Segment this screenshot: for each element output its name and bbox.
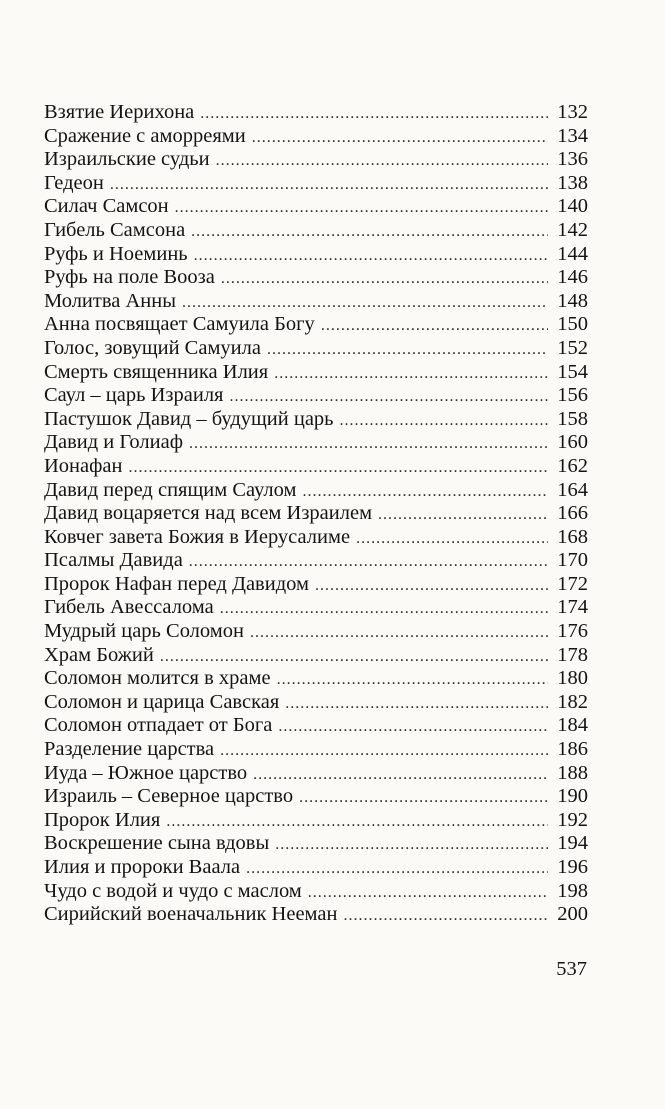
toc-entry: [44, 479, 588, 503]
dot-leader: [275, 833, 548, 857]
dot-leader: [246, 857, 548, 881]
toc-entry-title: Иуда – Южное царство: [44, 761, 248, 784]
dot-leader: [340, 409, 548, 433]
toc-entry-page: 170: [557, 549, 588, 572]
toc-entry-page: 150: [557, 313, 588, 336]
toc-entry-title: Пророк Нафан перед Давидом: [44, 572, 309, 595]
toc-entry: [44, 172, 588, 196]
toc-entry-title: Храм Божий: [44, 643, 154, 666]
toc-entry: [44, 431, 588, 455]
toc-entry-title: Ковчег завета Божия в Иерусалиме: [44, 525, 351, 548]
toc-entry-page: 136: [557, 148, 588, 171]
dot-leader: [128, 456, 548, 480]
toc-entry: [44, 266, 588, 290]
toc-entry: [44, 596, 588, 620]
toc-entry-title: Руфь и Ноеминь: [44, 242, 188, 265]
toc-entry-page: 140: [557, 195, 588, 218]
toc-entry-title: Гибель Самсона: [44, 218, 186, 241]
toc-entry: [44, 620, 588, 644]
toc-entry: [44, 219, 588, 243]
dot-leader: [220, 739, 548, 763]
toc-entry-page: 146: [557, 266, 588, 289]
toc-entry-title: Взятие Иерихона: [44, 101, 195, 123]
toc-entry-page: 172: [557, 572, 588, 595]
toc-entry-page: 166: [557, 502, 588, 525]
toc-entry: [44, 148, 588, 172]
toc-entry-page: 158: [557, 407, 588, 430]
dot-leader: [299, 786, 548, 810]
toc-entry-title: Молитва Анны: [44, 289, 177, 312]
toc-entry-page: 164: [557, 478, 588, 501]
toc-entry: [44, 502, 588, 526]
dot-leader: [356, 527, 548, 551]
toc-entry-page: 180: [557, 667, 588, 690]
toc-entry-title: Чудо с водой и чудо с маслом: [44, 879, 302, 902]
dot-leader: [166, 810, 548, 834]
toc-entry-page: 178: [557, 643, 588, 666]
toc-entry-page: 188: [557, 761, 588, 784]
toc-entry: [44, 290, 588, 314]
toc-entry: [44, 526, 588, 550]
toc-entry-page: 148: [557, 289, 588, 312]
dot-leader: [253, 763, 548, 787]
toc-entry-page: 190: [557, 785, 588, 808]
toc-entry-title: Руфь на поле Вооза: [44, 266, 215, 289]
dot-leader: [189, 432, 548, 456]
toc-entry: [44, 903, 588, 927]
dot-leader: [277, 668, 548, 692]
toc-entry-title: Гедеон: [44, 171, 104, 194]
toc-entry: [44, 644, 588, 668]
toc-entry-title: Давид перед спящим Саулом: [44, 478, 297, 501]
toc-entry-page: 156: [557, 384, 588, 407]
toc-entry-page: 200: [557, 903, 588, 926]
dot-leader: [252, 126, 548, 150]
toc-entry-title: Соломон отпадает от Бога: [44, 714, 273, 737]
toc-entry: [44, 455, 588, 479]
toc-entry-page: 138: [557, 171, 588, 194]
toc-entry-title: Пророк Илия: [44, 808, 161, 831]
toc-entry-title: Анна посвящает Самуила Богу: [44, 313, 315, 336]
toc-entry: [44, 195, 588, 219]
toc-entry-page: 182: [557, 690, 588, 713]
toc-entry-title: Голос, зовущий Самуила: [44, 336, 261, 359]
toc-entry: [44, 101, 588, 125]
toc-entry-title: Соломон и царица Савская: [44, 690, 280, 713]
toc-entry-page: 134: [557, 124, 588, 147]
toc-entry: [44, 125, 588, 149]
toc-entry-page: 196: [557, 856, 588, 878]
toc-entry-page: 154: [557, 360, 588, 383]
toc-entry: [44, 856, 588, 880]
toc-entry-title: Сирийский военачальник Нееман: [44, 903, 338, 926]
dot-leader: [191, 220, 548, 244]
dot-leader: [221, 267, 548, 291]
toc-entry: [44, 738, 588, 762]
toc-entry: [44, 384, 588, 408]
dot-leader: [220, 597, 548, 621]
toc-entry-page: 176: [557, 620, 588, 643]
toc-entry-title: Израильские судьи: [44, 148, 210, 171]
toc-entry-page: 160: [557, 431, 588, 454]
dot-leader: [250, 621, 548, 645]
toc-entry-title: Смерть священника Илия: [44, 360, 269, 383]
toc-entry-page: 184: [557, 714, 588, 737]
toc-entry-title: Псалмы Давида: [44, 549, 183, 572]
toc-entry-title: Силач Самсон: [44, 195, 169, 218]
toc-entry-page: 198: [557, 879, 588, 902]
dot-leader: [315, 574, 548, 598]
toc-entry: [44, 880, 588, 904]
toc-entry: [44, 549, 588, 573]
toc-entry-page: 174: [557, 596, 588, 619]
dot-leader: [110, 173, 548, 197]
page-number: 537: [556, 958, 587, 980]
toc-entry-page: 152: [557, 336, 588, 359]
dot-leader: [274, 362, 548, 386]
dot-leader: [189, 550, 548, 574]
toc-entry-page: 186: [557, 738, 588, 761]
toc-entry-title: Воскрешение сына вдовы: [44, 832, 270, 855]
toc-entry-title: Давид и Голиаф: [44, 431, 183, 454]
dot-leader: [216, 149, 548, 173]
dot-leader: [160, 645, 548, 669]
toc-entry: [44, 832, 588, 856]
toc-entry-page: 168: [557, 525, 588, 548]
dot-leader: [343, 904, 548, 928]
dot-leader: [278, 715, 548, 739]
toc-entry-title: Давид воцаряется над всем Израилем: [44, 502, 373, 525]
toc-entry-title: Израиль – Северное царство: [44, 785, 294, 808]
dot-leader: [285, 692, 548, 716]
toc-entry-page: 194: [557, 832, 588, 855]
dot-leader: [230, 385, 549, 409]
toc-entry-title: Сражение с аморреями: [44, 124, 246, 147]
toc-entry: [44, 809, 588, 833]
toc-entry: [44, 243, 588, 267]
toc-entry: [44, 667, 588, 691]
toc-entry-title: Ионафан: [44, 454, 123, 477]
dot-leader: [378, 503, 548, 527]
dot-leader: [308, 881, 548, 905]
dot-leader: [182, 291, 548, 315]
table-of-contents: [44, 101, 588, 927]
toc-entry: [44, 337, 588, 361]
toc-entry: [44, 762, 588, 786]
toc-entry: [44, 714, 588, 738]
toc-entry-page: 142: [557, 218, 588, 241]
toc-entry-page: 132: [557, 101, 588, 123]
toc-entry: [44, 785, 588, 809]
dot-leader: [321, 314, 548, 338]
dot-leader: [267, 338, 548, 362]
toc-entry-title: Саул – царь Израиля: [44, 384, 224, 407]
dot-leader: [200, 102, 548, 126]
toc-entry-title: Пастушок Давид – будущий царь: [44, 407, 334, 430]
toc-entry-page: 144: [557, 242, 588, 265]
toc-entry-page: 192: [557, 808, 588, 831]
toc-entry: [44, 573, 588, 597]
dot-leader: [175, 196, 548, 220]
toc-entry: [44, 408, 588, 432]
toc-entry-title: Илия и пророки Ваала: [44, 856, 241, 878]
toc-entry: [44, 313, 588, 337]
dot-leader: [303, 480, 549, 504]
toc-entry-page: 162: [557, 454, 588, 477]
dot-leader: [194, 244, 548, 268]
toc-entry: [44, 361, 588, 385]
toc-entry-title: Мудрый царь Соломон: [44, 620, 244, 643]
toc-entry-title: Гибель Авессалома: [44, 596, 214, 619]
toc-entry-title: Соломон молится в храме: [44, 667, 271, 690]
toc-entry: [44, 691, 588, 715]
toc-entry-title: Разделение царства: [44, 738, 215, 761]
